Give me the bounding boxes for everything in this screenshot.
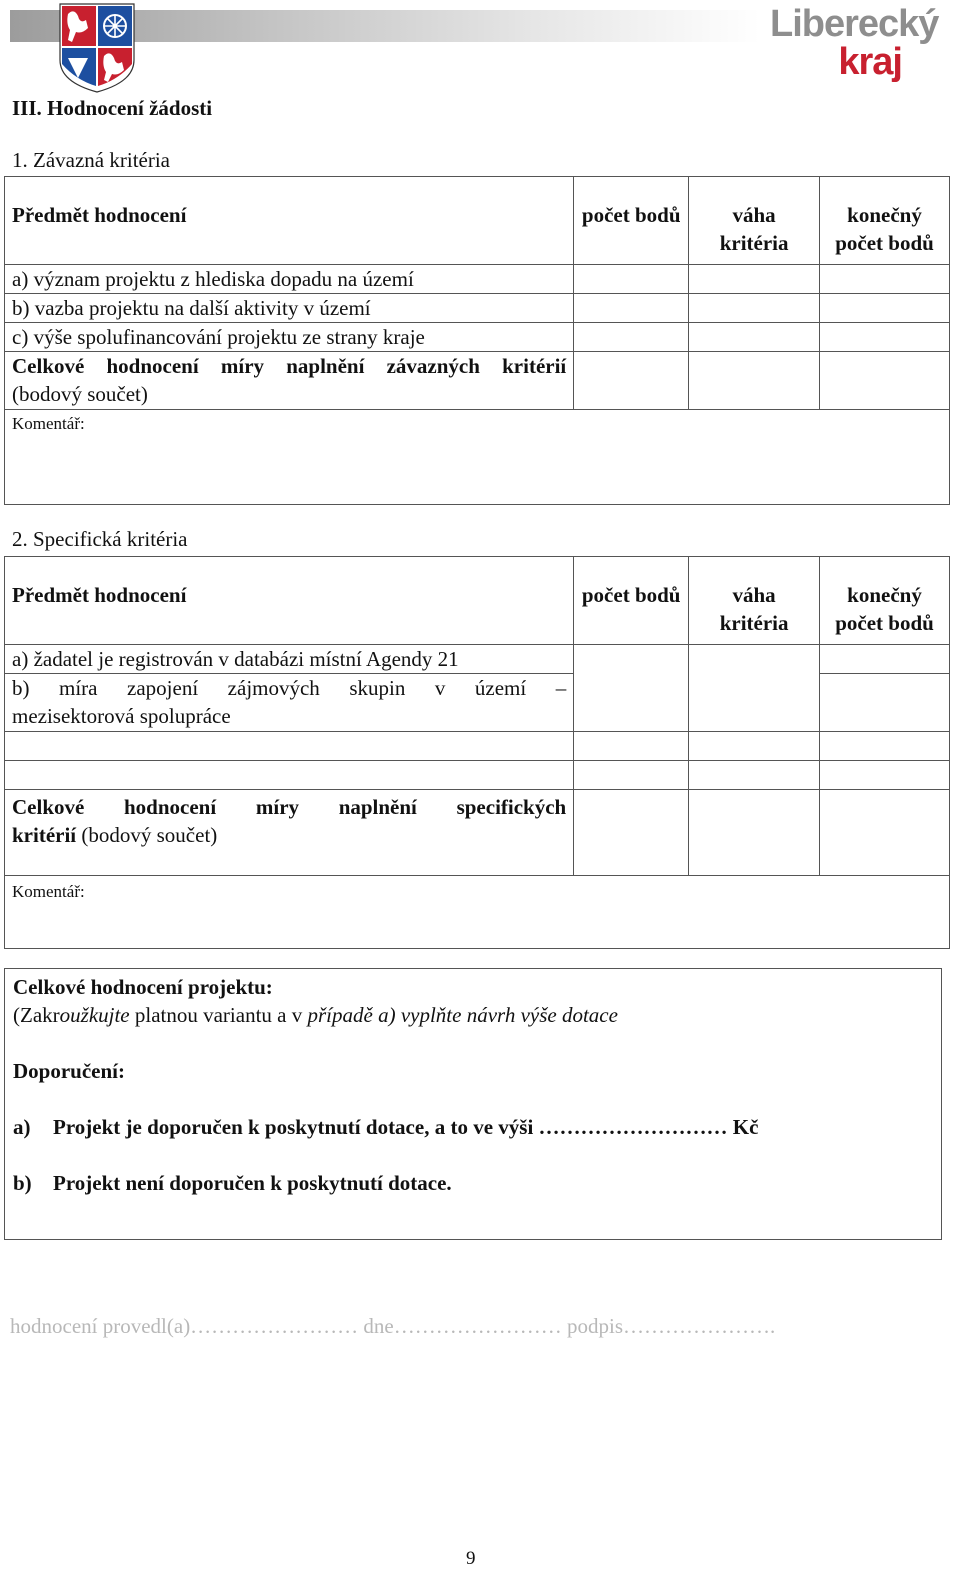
specific-number: 2. <box>12 527 28 551</box>
section-title: III. Hodnocení žádosti <box>12 96 213 120</box>
overall-evaluation-box <box>4 968 942 1240</box>
total-label-rest: (bodový součet) <box>12 382 148 406</box>
page-number: 9 <box>466 1548 476 1569</box>
mandatory-criteria-table <box>4 176 950 505</box>
table-header-row <box>5 557 950 645</box>
criterion-c: c) výše spolufinancování projektu ze strany kraje <box>5 323 574 352</box>
total-row <box>5 352 950 410</box>
option-b-label: b) <box>13 1171 32 1195</box>
table-header-row <box>5 177 950 265</box>
total-label <box>5 352 574 410</box>
total-label-bold: Celkové hodnocení míry naplnění závazných kritérií <box>12 354 567 378</box>
final-cell[interactable] <box>820 674 950 732</box>
points-cell[interactable] <box>574 732 689 761</box>
table-row <box>5 645 950 674</box>
signature-line: hodnocení provedl(a)…………………… dne…………………… podpis…………………. <box>10 1314 776 1338</box>
table-row <box>5 761 950 790</box>
total-label-line2 <box>12 821 566 849</box>
specific-title: Specifická kritéria <box>33 527 188 551</box>
mandatory-criteria-heading <box>12 148 170 173</box>
col-subject: Předmět hodnocení <box>5 557 574 645</box>
table-row <box>5 294 950 323</box>
weight-cell[interactable] <box>689 761 820 790</box>
points-cell[interactable] <box>574 265 689 294</box>
final-cell[interactable] <box>820 790 950 876</box>
col-points: počet bodů <box>574 177 689 265</box>
comment-field[interactable] <box>5 876 950 949</box>
liberecky-kraj-logo <box>770 3 939 83</box>
instruction-italic-2: případě a) vyplňte návrh výše dotace <box>307 1003 618 1027</box>
option-b[interactable] <box>13 1169 933 1197</box>
comment-row <box>5 876 950 949</box>
total-label <box>5 790 574 876</box>
weight-cell[interactable] <box>689 645 820 732</box>
comment-label: Komentář: <box>12 414 85 433</box>
comment-row <box>5 410 950 505</box>
col-weight: váha kritéria <box>689 557 820 645</box>
criterion-a: a) žadatel je registrován v databázi místní Agendy 21 <box>5 645 574 674</box>
overall-evaluation-instruction <box>13 1001 933 1029</box>
weight-cell[interactable] <box>689 323 820 352</box>
weight-cell[interactable] <box>689 790 820 876</box>
final-cell[interactable] <box>820 265 950 294</box>
coat-of-arms-logo <box>58 2 136 94</box>
table-row <box>5 265 950 294</box>
table-row <box>5 732 950 761</box>
points-cell[interactable] <box>574 790 689 876</box>
instruction-italic-1: oužkujte <box>59 1003 130 1027</box>
final-cell[interactable] <box>820 732 950 761</box>
col-final: konečný počet bodů <box>820 557 950 645</box>
total-label-rest: (bodový součet) <box>81 823 218 847</box>
option-a-label: a) <box>13 1115 31 1139</box>
total-row <box>5 790 950 876</box>
specific-criteria-table <box>4 556 950 949</box>
points-cell[interactable] <box>574 645 689 732</box>
criterion-b-line1: b) míra zapojení zájmových skupin v území – <box>12 676 567 700</box>
weight-cell[interactable] <box>689 265 820 294</box>
instruction-prefix: (Zakr <box>13 1003 60 1027</box>
final-cell[interactable] <box>820 761 950 790</box>
col-final: konečný počet bodů <box>820 177 950 265</box>
comment-label: Komentář: <box>12 882 85 901</box>
empty-criterion[interactable] <box>5 761 574 790</box>
recommendation-label: Doporučení: <box>13 1059 125 1083</box>
final-cell[interactable] <box>820 294 950 323</box>
logo-line-2: kraj <box>838 41 902 83</box>
points-cell[interactable] <box>574 323 689 352</box>
points-cell[interactable] <box>574 352 689 410</box>
option-a-text: Projekt je doporučen k poskytnutí dotace, a to ve výši ……………………… Kč <box>53 1115 759 1139</box>
col-points: počet bodů <box>574 557 689 645</box>
total-label-line1: Celkové hodnocení míry naplnění specifických <box>12 795 567 819</box>
final-cell[interactable] <box>820 323 950 352</box>
points-cell[interactable] <box>574 761 689 790</box>
criterion-b: b) vazba projektu na další aktivity v území <box>5 294 574 323</box>
weight-cell[interactable] <box>689 294 820 323</box>
comment-field[interactable] <box>5 410 950 505</box>
specific-criteria-heading <box>12 527 188 552</box>
col-weight: váha kritéria <box>689 177 820 265</box>
criterion-b <box>5 674 574 732</box>
option-b-text: Projekt není doporučen k poskytnutí dotace. <box>53 1171 452 1195</box>
mandatory-title: Závazná kritéria <box>33 148 170 172</box>
overall-evaluation-title: Celkové hodnocení projektu: <box>13 975 273 999</box>
points-cell[interactable] <box>574 294 689 323</box>
mandatory-number: 1. <box>12 148 28 172</box>
col-subject: Předmět hodnocení <box>5 177 574 265</box>
criterion-a: a) význam projektu z hlediska dopadu na území <box>5 265 574 294</box>
weight-cell[interactable] <box>689 732 820 761</box>
criterion-b-line2: mezisektorová spolupráce <box>12 704 231 728</box>
empty-criterion[interactable] <box>5 732 574 761</box>
option-a[interactable] <box>13 1113 933 1141</box>
instruction-mid: platnou variantu a v <box>129 1003 308 1027</box>
weight-cell[interactable] <box>689 352 820 410</box>
final-cell[interactable] <box>820 645 950 674</box>
total-label-bold: kritérií <box>12 823 77 847</box>
final-cell[interactable] <box>820 352 950 410</box>
logo-line-1: Liberecký <box>770 3 939 45</box>
table-row <box>5 323 950 352</box>
